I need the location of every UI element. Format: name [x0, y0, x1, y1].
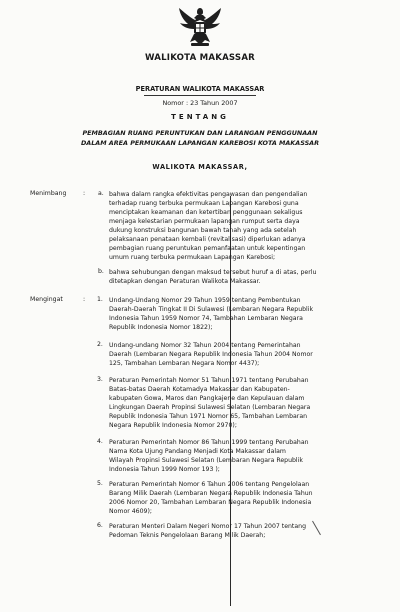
regulation-underline	[144, 95, 256, 96]
text-line: Nama Kota Ujung Pandang Menjadi Kota Makassar dalam	[109, 448, 286, 456]
considering-colon: :	[83, 190, 86, 197]
text-line: Batas-batas Daerah Kotamadya Makassar dan Kabupaten-	[109, 386, 290, 394]
remembering-5-marker: 5.	[97, 480, 103, 487]
text-line: Barang Milik Daerah (Lembaran Negara Republik Indonesia Tahun	[109, 490, 313, 498]
regulation-number: Nomor : 23 Tahun 2007	[162, 99, 238, 107]
text-line: menciptakan keamanan dan ketertiban penggunaan sekaligus	[109, 209, 303, 217]
text-line: Lingkungan Daerah Propinsi Sulawesi Selatan (Lembaran Negara	[109, 404, 311, 412]
text-line: Indonesia Tahun 1999 Nomor 193 );	[109, 466, 220, 474]
remembering-5-text	[109, 480, 373, 516]
remembering-label: Mengingat	[30, 296, 63, 303]
text-line: Peraturan Pemerintah Nomor 51 Tahun 1971 tentang Perubahan	[109, 377, 309, 384]
text-line: terhadap ruang terbuka permukaan Lapangan Karebosi guna	[109, 200, 299, 208]
considering-label: Menimbang	[30, 190, 67, 197]
text-line: umum ruang terbuka permukaan Lapangan Karebosi;	[109, 254, 276, 262]
text-line: Peraturan Pemerintah Nomor 6 Tahun 2006 tentang Pengelolaan	[109, 481, 310, 488]
text-line: Wilayah Propinsi Sulawesi Selatan (Lembaran Negara Republik	[109, 457, 303, 465]
text-line: kabupaten Gowa, Maros dan Pangkajene dan Kepulauan dalam	[109, 395, 305, 403]
considering-b-text	[109, 268, 373, 286]
text-line: Negara Republik Indonesia Nomor 2970);	[109, 422, 237, 430]
text-line: Indonesia Tahun 1959 Nomor 74, Tambahan Lembaran Negara	[109, 315, 303, 323]
text-line: pelaksanaan penataan kembali (revitalisasi) diperlukan adanya	[109, 236, 306, 244]
remembering-1-marker: 1.	[97, 296, 103, 303]
text-line: 2006 Nomor 20, Tambahan Lembaran Negara Republik Indonesia	[109, 499, 312, 507]
text-line: pembagian ruang peruntukan pemanfaatan untuk kepentingan	[109, 245, 306, 253]
remembering-colon: :	[83, 296, 86, 303]
remembering-4-text	[109, 438, 373, 474]
text-line: bahwa sehubungan dengan maksud tersebut huruf a di atas, perlu	[109, 269, 317, 276]
remembering-4-marker: 4.	[97, 438, 103, 445]
considering-a-text	[109, 190, 373, 262]
text-line: Republik Indonesia Tahun 1971 Nomor 65, Tambahan Lembaran	[109, 413, 308, 421]
mayor-heading: WALIKOTA MAKASSAR,	[152, 163, 248, 171]
subject-line-1: PEMBAGIAN RUANG PERUNTUKAN DAN LARANGAN PENGGUNAAN	[82, 129, 318, 137]
text-line: Republik Indonesia Nomor 1822);	[109, 324, 213, 332]
about-heading: TENTANG	[171, 113, 229, 121]
remembering-6-marker: 6.	[97, 522, 103, 529]
remembering-2-marker: 2.	[97, 341, 103, 348]
text-line: dukung konstruksi bangunan bawah tanah yang ada setelah	[109, 227, 297, 235]
text-line: Daerah (Lembaran Negara Republik Indonesia Tahun 2004 Nomor	[109, 351, 313, 359]
remembering-3-text	[109, 376, 373, 430]
remembering-6-text	[109, 522, 373, 540]
remembering-1-text	[109, 296, 373, 332]
text-line: menjaga kelestarian permukaan lapangan rumput serta daya	[109, 218, 300, 226]
garuda-emblem-icon	[177, 6, 223, 48]
text-line: Daerah-Daerah Tingkat II Di Sulawesi (Lembaran Negara Republik	[109, 306, 314, 314]
text-line: Undang-undang Nomor 32 Tahun 2004 tentang Pemerintahan	[109, 342, 301, 349]
text-line: Peraturan Pemerintah Nomor 86 Tahun 1999 tentang Perubahan	[109, 439, 309, 446]
remembering-3-marker: 3.	[97, 376, 103, 383]
document-title: WALIKOTA MAKASSAR	[144, 53, 255, 63]
text-line: bahwa dalam rangka efektivitas pengawasan dan pengendalian	[109, 191, 308, 198]
considering-b-marker: b.	[98, 268, 104, 275]
text-line: Peraturan Menteri Dalam Negeri Nomor 17 Tahun 2007 tentang	[109, 523, 307, 530]
regulation-title: PERATURAN WALIKOTA MAKASSAR	[135, 85, 265, 93]
text-line: Undang-Undang Nomor 29 Tahun 1959 tentang Pembentukan	[109, 297, 301, 304]
considering-a-marker: a.	[98, 190, 104, 197]
text-line: Nomor 4609);	[109, 508, 152, 516]
text-line: Pedoman Teknis Pengelolaan Barang Milik Daerah;	[109, 532, 266, 540]
text-line: 125, Tambahan Lembaran Negara Nomor 4437);	[109, 360, 260, 368]
remembering-2-text	[109, 341, 373, 368]
text-line: ditetapkan dengan Peraturan Walikota Makassar.	[109, 278, 261, 286]
subject-line-2: DALAM AREA PERMUKAAN LAPANGAN KAREBOSI KOTA MAKASSAR	[80, 139, 320, 147]
